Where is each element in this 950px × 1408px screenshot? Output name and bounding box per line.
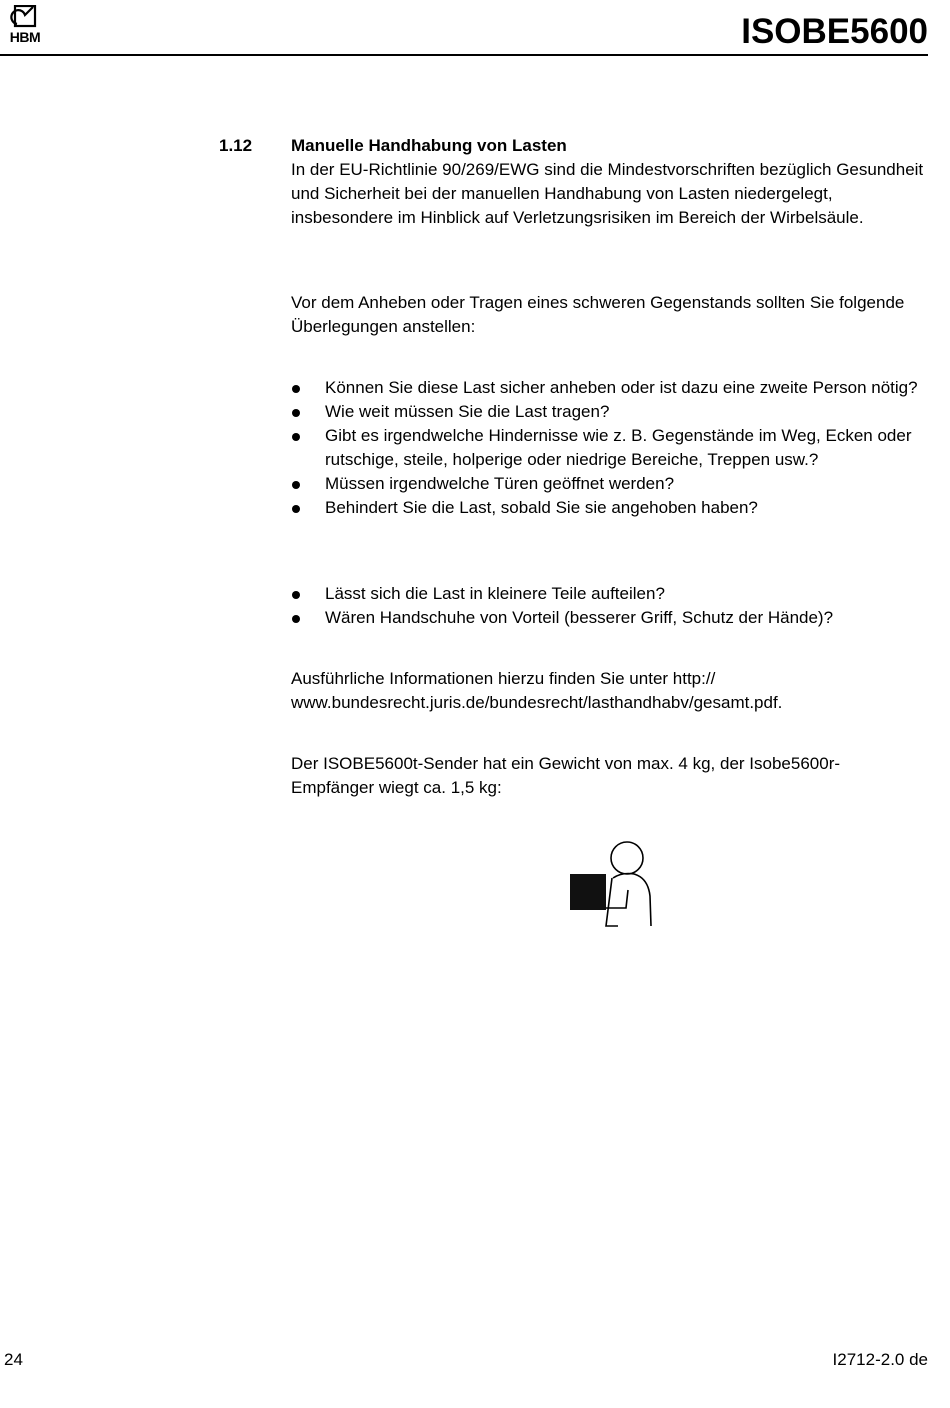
- list-item-text: Lässt sich die Last in kleinere Teile aufteilen?: [325, 584, 665, 603]
- lead-paragraph: Vor dem Anheben oder Tragen eines schweren Gegenstands sollten Sie folgende Überlegungen anstellen:: [291, 293, 905, 336]
- section-intro-text: In der EU-Richtlinie 90/269/EWG sind die Mindestvorschriften bezüglich Gesundheit und Sicherheit bei der manuellen Handhabung von Lasten niedergelegt, insbesondere im Hinblick auf Verletzungsrisiken im Bereich der Wirbelsäule.: [291, 160, 924, 227]
- list-item: [291, 424, 931, 472]
- bullet-icon: [292, 385, 300, 393]
- weight-note: Der ISOBE5600t-Sender hat ein Gewicht von max. 4 kg, der Isobe5600r-Empfänger wiegt ca. 1,5 kg:: [291, 754, 841, 797]
- bullet-icon: [292, 591, 300, 599]
- bullet-icon: [292, 409, 300, 417]
- section-title: Manuelle Handhabung von Lasten: [291, 136, 567, 155]
- info-paragraph: Ausführliche Informationen hierzu finden Sie unter http:// www.bundesrecht.juris.de/bundesrecht/lasthandhabv/gesamt.pdf.: [291, 669, 783, 712]
- page-header: [0, 0, 950, 58]
- bullet-icon: [292, 615, 300, 623]
- considerations-list-2: [291, 582, 931, 630]
- list-item: [291, 496, 931, 520]
- bullet-icon: [292, 481, 300, 489]
- list-item: [291, 582, 931, 606]
- figure: [566, 838, 660, 932]
- list-item-text: Wären Handschuhe von Vorteil (besserer Griff, Schutz der Hände)?: [325, 608, 834, 627]
- section-intro-block: [291, 134, 931, 230]
- section-number: 1.12: [219, 136, 253, 155]
- hbm-logo: [2, 5, 48, 47]
- document-title: ISOBE5600: [741, 12, 928, 51]
- page-number: 24: [4, 1350, 23, 1369]
- list-item: [291, 606, 931, 630]
- list-item: [291, 472, 931, 496]
- document-id: I2712-2.0 de: [832, 1350, 928, 1369]
- bullet-icon: [292, 433, 300, 441]
- person-carrying-load-icon: [566, 838, 660, 932]
- considerations-list: [291, 376, 931, 520]
- list-item: [291, 376, 931, 400]
- bullet-icon: [292, 505, 300, 513]
- list-item-text: Behindert Sie die Last, sobald Sie sie angehoben haben?: [325, 498, 758, 517]
- list-item-text: Gibt es irgendwelche Hindernisse wie z. B. Gegenstände im Weg, Ecken oder rutschige, steile, holperige oder niedrige Bereiche, Treppen usw.?: [325, 426, 912, 469]
- logo-text: HBM: [9, 29, 41, 45]
- list-item: [291, 400, 931, 424]
- list-item-text: Können Sie diese Last sicher anheben oder ist dazu eine zweite Person nötig?: [325, 378, 918, 397]
- list-item-text: Müssen irgendwelche Türen geöffnet werden?: [325, 474, 675, 493]
- header-divider: [0, 54, 928, 56]
- list-item-text: Wie weit müssen Sie die Last tragen?: [325, 402, 610, 421]
